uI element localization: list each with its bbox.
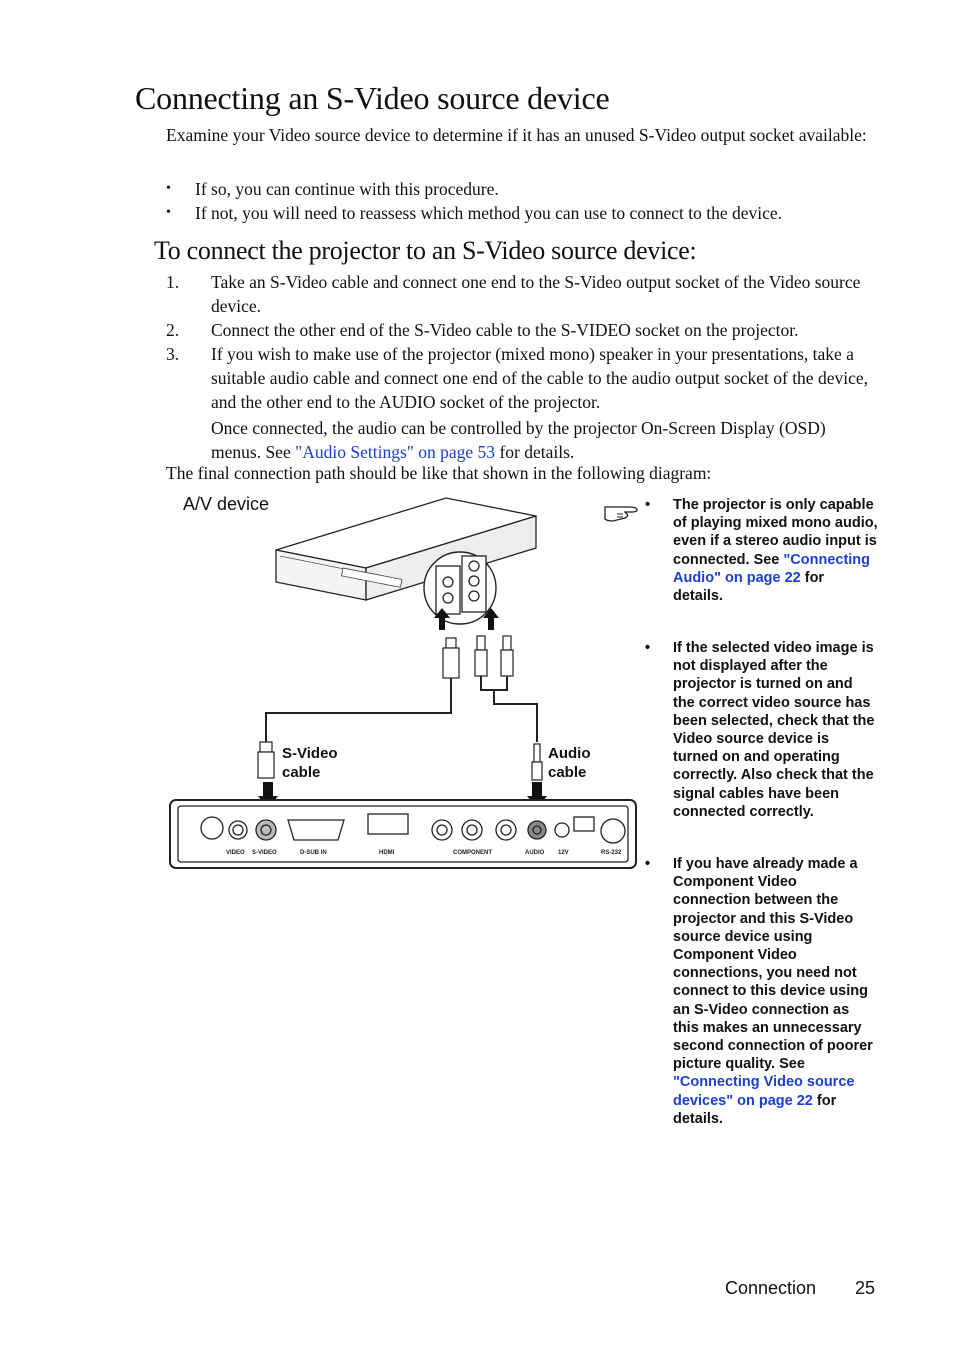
tip-bullet: • (645, 497, 651, 513)
bullet-dot: • (166, 181, 171, 196)
svideo-cable-label (282, 744, 338, 782)
step-number: 3. (166, 344, 180, 364)
port-label-rs232: RS-232 (601, 850, 622, 856)
pointing-hand-icon (603, 502, 643, 524)
port-label-video: VIDEO (226, 850, 245, 856)
svideo-cable-label-line1: S-Video (282, 745, 338, 762)
bullet-text: If so, you can continue with this procedure. (195, 179, 499, 199)
page-title: Connecting an S-Video source device (135, 80, 610, 116)
connecting-video-sources-link[interactable]: "Connecting Video source devices" on page 22 (673, 1074, 855, 1109)
connection-diagram (168, 490, 640, 875)
cables (266, 676, 537, 742)
audio-cable-label-line2: cable (548, 764, 587, 781)
audio-settings-link[interactable]: "Audio Settings" on page 53 (295, 442, 496, 462)
step-text: Take an S-Video cable and connect one end to the S-Video output socket of the Video source device. (211, 272, 861, 316)
tip-text: If the selected video image is not displayed after the projector is turned on and the correct video source has been selected, check that the Video source device is turned on and operating correctly. Also check that the signal cables have been connected correctly. (673, 640, 875, 820)
port-label-hdmi: HDMI (379, 850, 395, 856)
audio-note (211, 416, 876, 464)
connecting-audio-link[interactable]: "Connecting Audio" on page 22 (673, 551, 871, 586)
tip-bullet: • (645, 640, 651, 656)
footer-page-number: 25 (855, 1278, 876, 1298)
tip-text-end: for details. (673, 569, 825, 605)
tip-text: The projector is only capable of playing mixed mono audio, even if a stereo audio input is connected. See (673, 497, 878, 568)
audio-cable-label (548, 744, 591, 782)
section-subtitle: To connect the projector to an S-Video source device: (154, 236, 697, 265)
port-label-component: COMPONENT (453, 850, 492, 856)
av-device-label: A/V device (183, 494, 270, 514)
step-number: 2. (166, 320, 180, 340)
step-text: Connect the other end of the S-Video cable to the S-VIDEO socket on the projector. (211, 320, 799, 340)
audio-cable-label-line1: Audio (548, 745, 591, 762)
port-label-12v: 12V (558, 850, 569, 856)
bullet-text: If not, you will need to reassess which method you can use to connect to the device. (195, 203, 783, 223)
av-device-illustration (276, 498, 536, 624)
intro-paragraph: Examine your Video source device to determine if it has an unused S-Video output socket available: (166, 125, 867, 145)
note-text: Once connected, the audio can be controlled by the projector On-Screen Display (OSD) menus. See (211, 418, 826, 462)
step-number: 1. (166, 272, 180, 292)
tip-bullet: • (645, 856, 651, 872)
projector-panel (170, 800, 636, 868)
footer-section-name: Connection (725, 1278, 817, 1298)
bullet-dot: • (166, 205, 171, 220)
port-label-svideo: S-VIDEO (252, 850, 277, 856)
port-label-audio: AUDIO (525, 850, 545, 856)
port-label-dsub: D-SUB IN (300, 850, 327, 856)
svideo-cable-label-line2: cable (282, 764, 321, 781)
tip-text-end: for details. (673, 1092, 837, 1127)
final-connection-text: The final connection path should be like that shown in the following diagram: (166, 463, 712, 483)
step-text: If you wish to make use of the projector (mixed mono) speaker in your presentations, take a suitable audio cable and connect one end of the cable to the audio output socket of the device, and the other end to the AUDIO socket of the projector. (211, 344, 868, 412)
tip-text: If you have already made a Component Video connection between the projector and this S-Video source device using Component Video connections, you need not connect to this device using an S-Video connection as this makes an unnecessary second connection of poorer picture quality. See (673, 856, 873, 1073)
note-text-end: for details. (495, 442, 575, 462)
cable-connectors (443, 636, 513, 678)
